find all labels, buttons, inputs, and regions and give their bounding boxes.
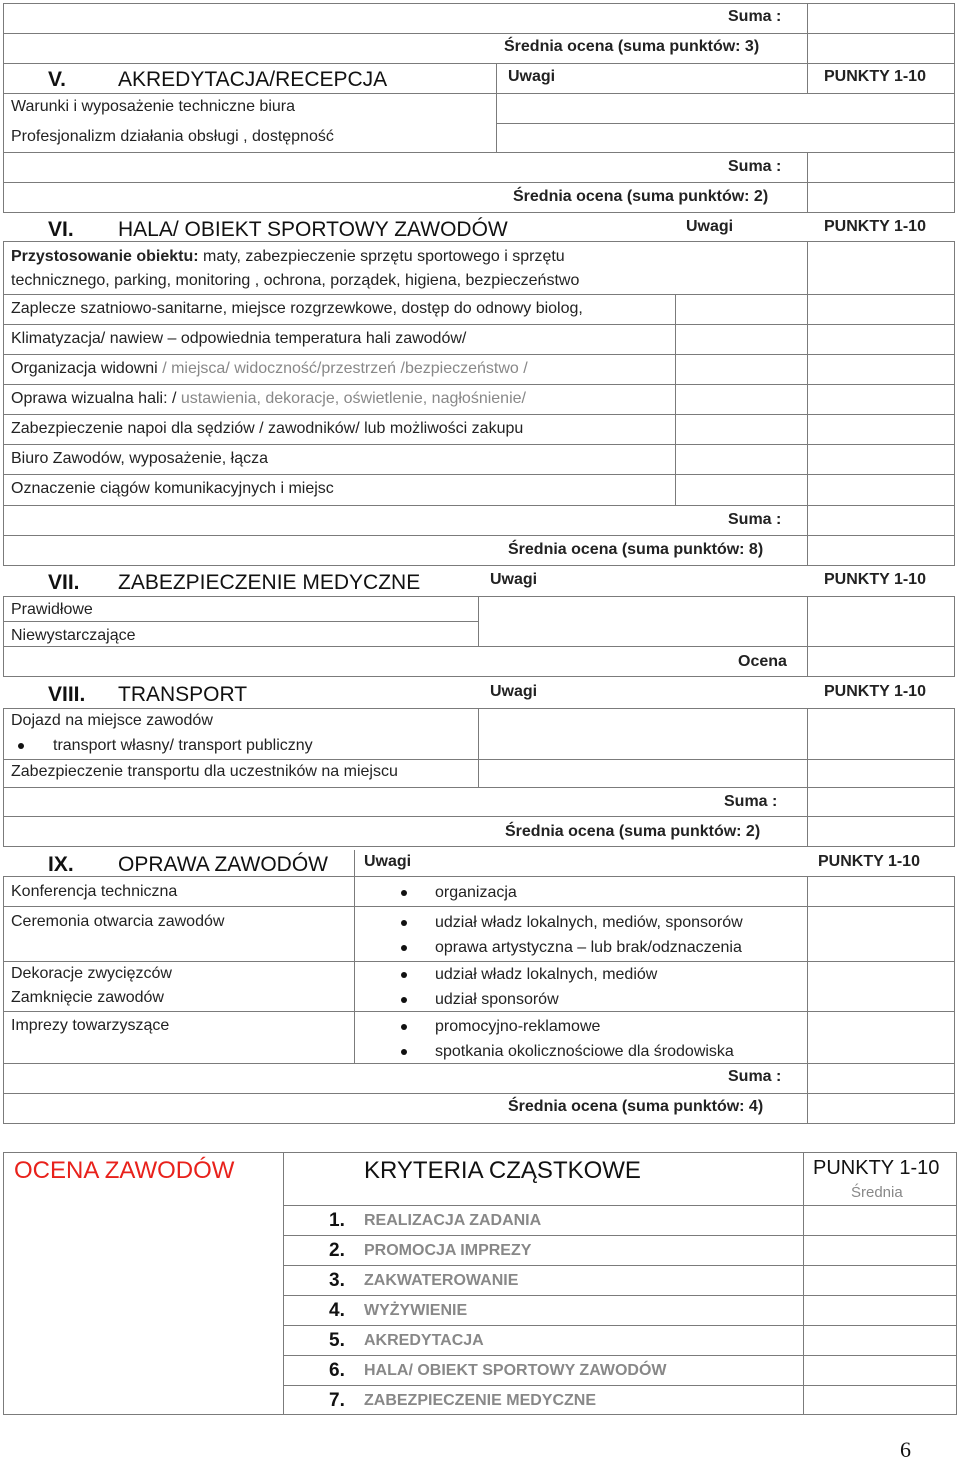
page-number: 6 <box>900 1437 911 1462</box>
sec9-left-label: Imprezy towarzyszące <box>11 1017 170 1034</box>
sec8-uwagi-header: Uwagi <box>490 683 538 700</box>
sec9-punkty-header: PUNKTY 1-10 <box>818 853 920 870</box>
criterion-label: ZAKWATEROWANIE <box>364 1272 519 1289</box>
bullet-icon <box>401 1024 407 1030</box>
sec6-punkty-header: PUNKTY 1-10 <box>824 218 926 235</box>
sec6-number: VI. <box>48 218 74 241</box>
criterion-label: REALIZACJA ZADANIA <box>364 1212 542 1229</box>
sec8-srednia-label: Średnia ocena (suma punktów: 2) <box>505 823 761 840</box>
sec6-srednia-label: Średnia ocena (suma punktów: 2) <box>513 188 769 205</box>
criterion-label: ZABEZPIECZENIE MEDYCZNE <box>364 1392 597 1409</box>
criterion-number: 7. <box>329 1390 345 1411</box>
sec5-row-label: Profesjonalizm działania obsługi , dostępność <box>11 128 334 145</box>
sec7-uwagi-header: Uwagi <box>490 571 538 588</box>
sec6-row-label: Przystosowanie obiektu: maty, zabezpieczenie sprzętu sportowego i sprzętu <box>11 248 565 265</box>
sec7-row-label: Niewystarczające <box>11 627 136 644</box>
sec6-title: HALA/ OBIEKT SPORTOWY ZAWODÓW <box>118 218 508 241</box>
sec9-srednia-label: Średnia ocena (suma punktów: 4) <box>508 1098 764 1115</box>
criterion-number: 6. <box>329 1360 345 1381</box>
sec6-row-label: Oprawa wizualna hali: / ustawienia, dekoracje, oświetlenie, nagłośnienie/ <box>11 390 526 407</box>
sec6-suma-label: Suma : <box>728 158 782 175</box>
sec8-title: TRANSPORT <box>118 683 248 706</box>
sec9-right-label: udział sponsorów <box>435 991 559 1008</box>
sec5-srednia-label: Średnia ocena (suma punktów: 3) <box>504 38 760 55</box>
bullet-icon <box>401 997 407 1003</box>
sec9-right-label: udział władz lokalnych, mediów, sponsorów <box>435 914 743 931</box>
criterion-label: PROMOCJA IMPREZY <box>364 1242 532 1259</box>
criterion-number: 3. <box>329 1270 345 1291</box>
sec9-right-label: promocyjno-reklamowe <box>435 1018 601 1035</box>
sec6-row-label: Klimatyzacja/ nawiew – odpowiednia temperatura hali zawodów/ <box>11 330 467 347</box>
sec9-right-label: spotkania okolicznościowe dla środowiska <box>435 1043 734 1060</box>
sec9-right-label: udział władz lokalnych, mediów <box>435 966 658 983</box>
sec7-number: VII. <box>48 571 80 594</box>
criterion-number: 2. <box>329 1240 345 1261</box>
sec5-row-label: Warunki i wyposażenie techniczne biura <box>11 98 295 115</box>
criterion-number: 1. <box>329 1210 345 1231</box>
sec7-title: ZABEZPIECZENIE MEDYCZNE <box>118 571 421 594</box>
sec7-punkty-header: PUNKTY 1-10 <box>824 571 926 588</box>
bullet-icon <box>401 920 407 926</box>
sec5-title: AKREDYTACJA/RECEPCJA <box>118 68 388 91</box>
sec6-row-label: Oznaczenie ciągów komunikacyjnych i miejsc <box>11 480 334 497</box>
sec9-left-label: Konferencja techniczna <box>11 883 178 900</box>
sec9-right-label: organizacja <box>435 884 517 901</box>
sec7-ocena-label: Ocena <box>738 653 787 670</box>
sec9-title: OPRAWA ZAWODÓW <box>118 853 328 876</box>
bullet-icon <box>401 890 407 896</box>
sec7-srednia-label: Średnia ocena (suma punktów: 8) <box>508 541 764 558</box>
sec9-number: IX. <box>48 853 74 876</box>
sec5-number: V. <box>48 68 66 91</box>
bullet-icon <box>401 1049 407 1055</box>
sec7-row-label: Prawidłowe <box>11 601 93 618</box>
sec9-left-label: Dekoracje zwycięzców <box>11 965 172 982</box>
sec9-left-label: Ceremonia otwarcia zawodów <box>11 913 225 930</box>
bullet-icon <box>401 972 407 978</box>
sec6-row-label-cont: technicznego, parking, monitoring , ochrona, porządek, higiena, bezpieczeństwo <box>11 272 580 289</box>
kryteria-title: KRYTERIA CZĄSTKOWE <box>364 1157 641 1184</box>
sec6-row-label: Organizacja widowni / miejsca/ widoczność/przestrzeń /bezpieczeństwo / <box>11 360 528 377</box>
criterion-label: AKREDYTACJA <box>364 1332 484 1349</box>
sec9-right-label: oprawa artystyczna – lub brak/odznaczenia <box>435 939 742 956</box>
sec8-row-label: Zabezpieczenie transportu dla uczestników na miejscu <box>11 763 398 780</box>
bullet-icon <box>401 945 407 951</box>
criterion-number: 5. <box>329 1330 345 1351</box>
sec6-row-label: Zabezpieczenie napoi dla sędziów / zawodników/ lub możliwości zakupu <box>11 420 524 437</box>
criterion-label: WYŻYWIENIE <box>364 1302 468 1319</box>
criterion-label: HALA/ OBIEKT SPORTOWY ZAWODÓW <box>364 1362 667 1379</box>
sec6-row-label: Biuro Zawodów, wyposażenie, łącza <box>11 450 269 467</box>
bullet-icon <box>18 743 24 749</box>
sec6-row-label: Zaplecze szatniowo-sanitarne, miejsce rozgrzewkowe, dostęp do odnowy biolog, <box>11 300 583 317</box>
ocena-punkty-header: PUNKTY 1-10 <box>813 1157 940 1179</box>
ocena-srednia-header: Średnia <box>851 1184 903 1201</box>
sec8-bullet-label: transport własny/ transport publiczny <box>53 737 313 754</box>
sec5-suma-label: Suma : <box>728 8 782 25</box>
sec8-suma-label: Suma : <box>724 793 778 810</box>
sec6-uwagi-header: Uwagi <box>686 218 734 235</box>
sec7-suma-label: Suma : <box>728 511 782 528</box>
sec8-punkty-header: PUNKTY 1-10 <box>824 683 926 700</box>
sec5-punkty-header: PUNKTY 1-10 <box>824 68 926 85</box>
sec9-uwagi-header: Uwagi <box>364 853 412 870</box>
sec8-number: VIII. <box>48 683 86 706</box>
ocena-title: OCENA ZAWODÓW <box>14 1157 235 1184</box>
sec9-suma-label: Suma : <box>728 1068 782 1085</box>
sec5-uwagi-header: Uwagi <box>508 68 556 85</box>
criterion-number: 4. <box>329 1300 345 1321</box>
sec8-row-label: Dojazd na miejsce zawodów <box>11 712 213 729</box>
sec9-left-label: Zamknięcie zawodów <box>11 989 164 1006</box>
